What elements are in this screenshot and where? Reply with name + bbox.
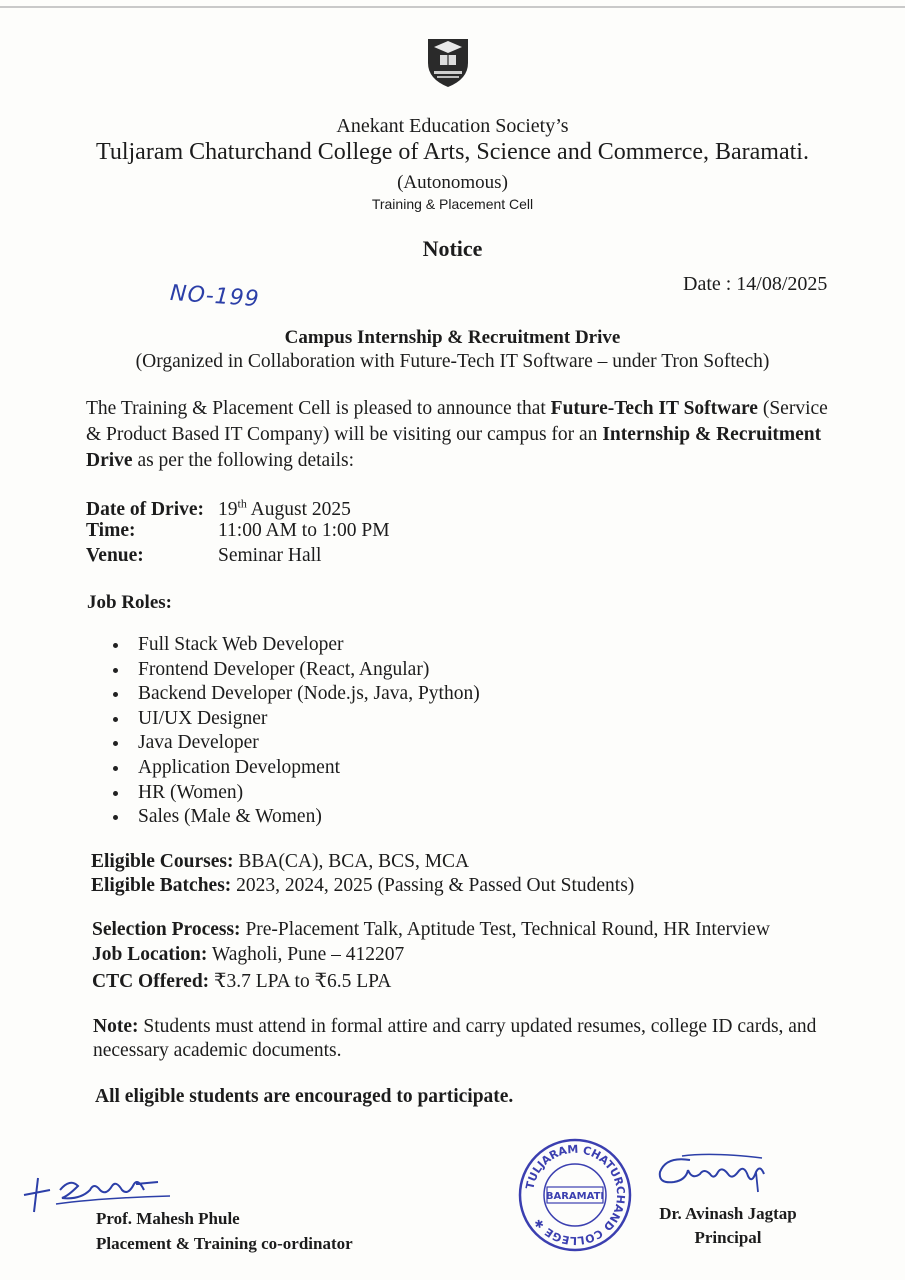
handwritten-notice-number: NO-199 [169,280,261,313]
ctc-offered-label: CTC Offered: [92,971,210,992]
drive-date-label: Date of Drive: [86,498,205,520]
drive-time-value: 11:00 AM to 1:00 PM [218,520,390,541]
bullet-icon [113,815,118,820]
intro-text-3: as per the following details: [132,450,355,471]
autonomous-status: (Autonomous) [397,172,508,193]
coordinator-name: Prof. Mahesh Phule [96,1209,240,1228]
list-item: UI/UX Designer [113,707,480,732]
drive-time-label: Time: [86,520,136,541]
eligible-batches-label: Eligible Batches: [91,875,232,896]
scan-top-border [0,6,905,8]
bullet-icon [113,791,118,796]
bullet-icon [113,668,118,673]
list-item: HR (Women) [113,781,480,806]
bullet-icon [113,643,118,648]
drive-title: Campus Internship & Recruitment Drive [284,327,621,348]
eligible-courses-label: Eligible Courses: [91,851,234,872]
list-item: Java Developer [113,731,480,756]
company-name: Future-Tech IT Software [550,398,758,419]
notice-date: Date : 14/08/2025 [683,273,828,295]
coordinator-title: Placement & Training co-ordinator [96,1234,353,1253]
list-item: Full Stack Web Developer [113,633,480,658]
note-text: Students must attend in formal attire and carry updated resumes, college ID cards, and necessary academic documents. [93,1016,817,1061]
cell-name: Training & Placement Cell [371,196,534,212]
note-paragraph [93,1015,863,1063]
bullet-icon [113,741,118,746]
selection-process-label: Selection Process: [92,919,241,940]
job-location-value: Wagholi, Pune – 412207 [207,944,405,965]
bullet-icon [113,692,118,697]
eligible-courses-value: BBA(CA), BCA, BCS, MCA [233,851,470,872]
svg-text:TULJARAM CHATURCHAND COLLEGE ✱: TULJARAM CHATURCHAND COLLEGE ✱ [523,1142,628,1248]
svg-text:BARAMATI: BARAMATI [545,1191,605,1202]
intro-paragraph [86,396,846,474]
job-roles-heading: Job Roles: [87,592,172,613]
principal-name: Dr. Avinash Jagtap [659,1204,797,1223]
list-item: Sales (Male & Women) [113,805,480,830]
drive-time-row [86,520,390,542]
selection-process [92,919,770,941]
intro-text-2: (Service & Product Based IT Company) will be visiting our campus for an [86,398,828,445]
list-item: Application Development [113,756,480,781]
drive-venue-row [86,545,321,567]
drive-name: Internship & Recruitment Drive [86,424,822,471]
job-location [92,944,404,966]
eligible-courses [91,851,469,873]
list-item: Frontend Developer (React, Angular) [113,658,480,683]
ctc-offered [92,969,391,993]
eligible-batches-value: 2023, 2024, 2025 (Passing & Passed Out Students) [231,875,635,896]
drive-date-value: 19th August 2025 [218,496,351,520]
college-seal-stamp [517,1137,633,1253]
college-name: Tuljaram Chaturchand College of Arts, Science and Commerce, Baramati. [96,139,809,165]
closing-statement: All eligible students are encouraged to participate. [95,1086,514,1107]
ctc-offered-value: ₹3.7 LPA to ₹6.5 LPA [209,971,392,992]
drive-date-row [86,496,351,521]
job-roles-list [113,633,480,830]
society-name: Anekant Education Society’s [336,115,569,137]
job-location-label: Job Location: [92,944,208,965]
bullet-icon [113,717,118,722]
drive-venue-label: Venue: [86,545,144,566]
notice-title: Notice [422,236,483,261]
principal-signature [652,1150,782,1195]
bullet-icon [113,766,118,771]
coordinator-block [96,1206,353,1256]
eligible-batches [91,875,634,897]
collaboration-line: (Organized in Collaboration with Future-Tech IT Software – under Tron Softech) [135,351,770,372]
principal-title: Principal [694,1228,762,1247]
intro-text-1: The Training & Placement Cell is pleased to announce that [86,398,551,419]
list-item: Backend Developer (Node.js, Java, Python) [113,682,480,707]
selection-process-value: Pre-Placement Talk, Aptitude Test, Technical Round, HR Interview [240,919,770,940]
college-emblem-logo [420,33,476,89]
principal-block [648,1202,808,1250]
note-label: Note: [93,1016,139,1037]
drive-venue-value: Seminar Hall [218,545,322,566]
